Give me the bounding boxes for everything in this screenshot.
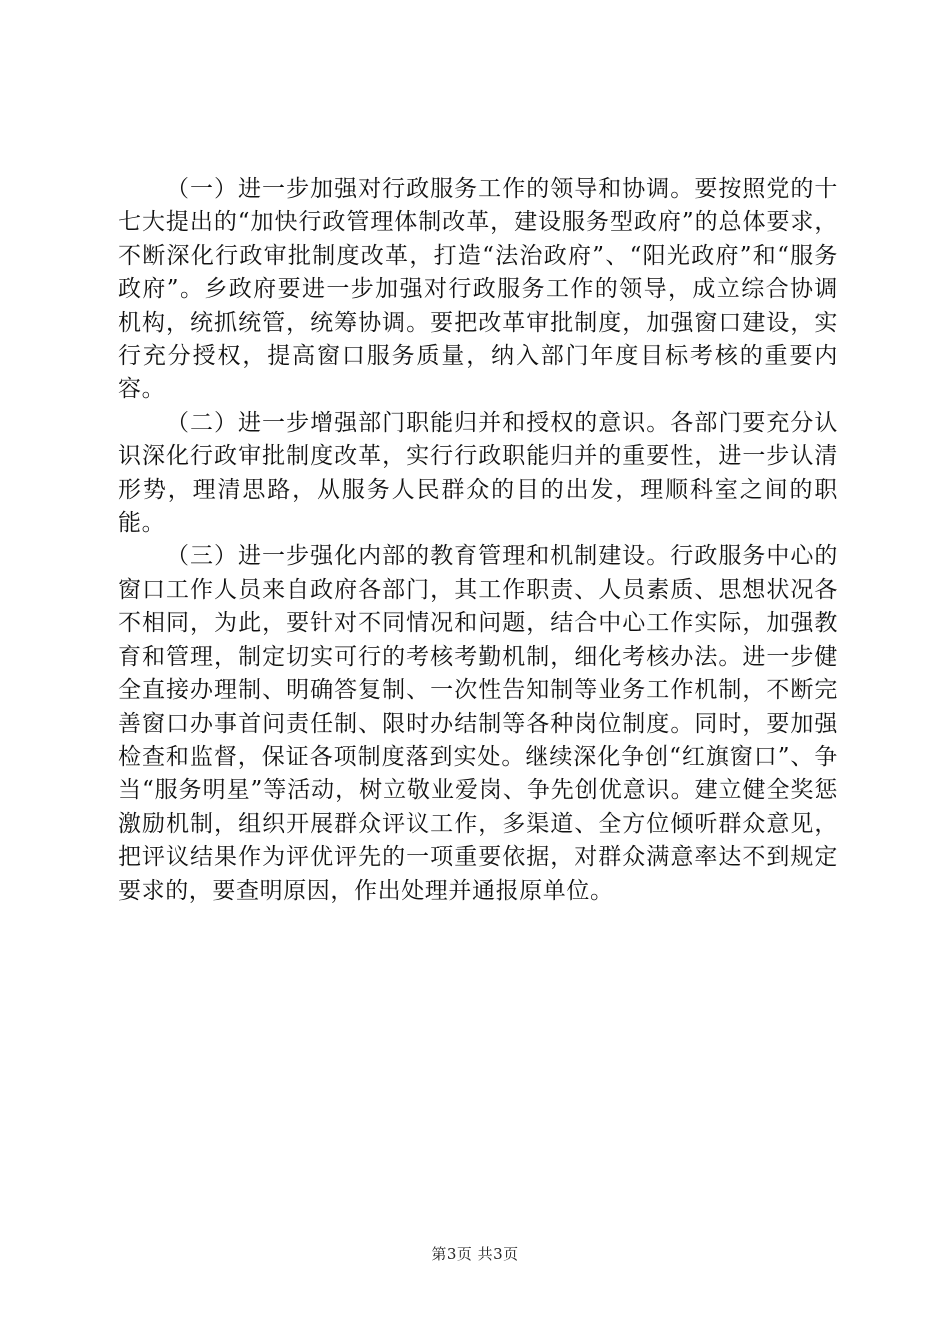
- paragraph-1: （一）进一步加强对行政服务工作的领导和协调。要按照党的十七大提出的“加快行政管理体制改革，建设服务型政府”的总体要求，不断深化行政审批制度改革，打造“法治政府”、“阳光政府”和“服务政府”。乡政府要进一步加强对行政服务工作的领导，成立综合协调机构，统抓统管，统筹协调。要把改革审批制度，加强窗口建设，实行充分授权，提高窗口服务质量，纳入部门年度目标考核的重要内容。: [118, 176, 838, 403]
- paragraph-3: （三）进一步强化内部的教育管理和机制建设。行政服务中心的窗口工作人员来自政府各部门，其工作职责、人员素质、思想状况各不相同，为此，要针对不同情况和问题，结合中心工作实际，加强教育和管理，制定切实可行的考核考勤机制，细化考核办法。进一步健全直接办理制、明确答复制、一次性告知制等业务工作机制，不断完善窗口办事首问责任制、限时办结制等各种岗位制度。同时，要加强检查和监督，保证各项制度落到实处。继续深化争创“红旗窗口”、争当“服务明星”等活动，树立敬业爱岗、争先创优意识。建立健全奖惩激励机制，组织开展群众评议工作，多渠道、全方位倾听群众意见，把评议结果作为评优评先的一项重要依据，对群众满意率达不到规定要求的，要查明原因，作出处理并通报原单位。: [118, 543, 838, 904]
- paragraph-2: （二）进一步增强部门职能归并和授权的意识。各部门要充分认识深化行政审批制度改革，实行行政职能归并的重要性，进一步认清形势，理清思路，从服务人民群众的目的出发，理顺科室之间的职能。: [118, 409, 838, 537]
- page-number-label: 第3页 共3页: [431, 1245, 519, 1263]
- document-body: [118, 173, 838, 908]
- page-footer: [0, 1243, 950, 1264]
